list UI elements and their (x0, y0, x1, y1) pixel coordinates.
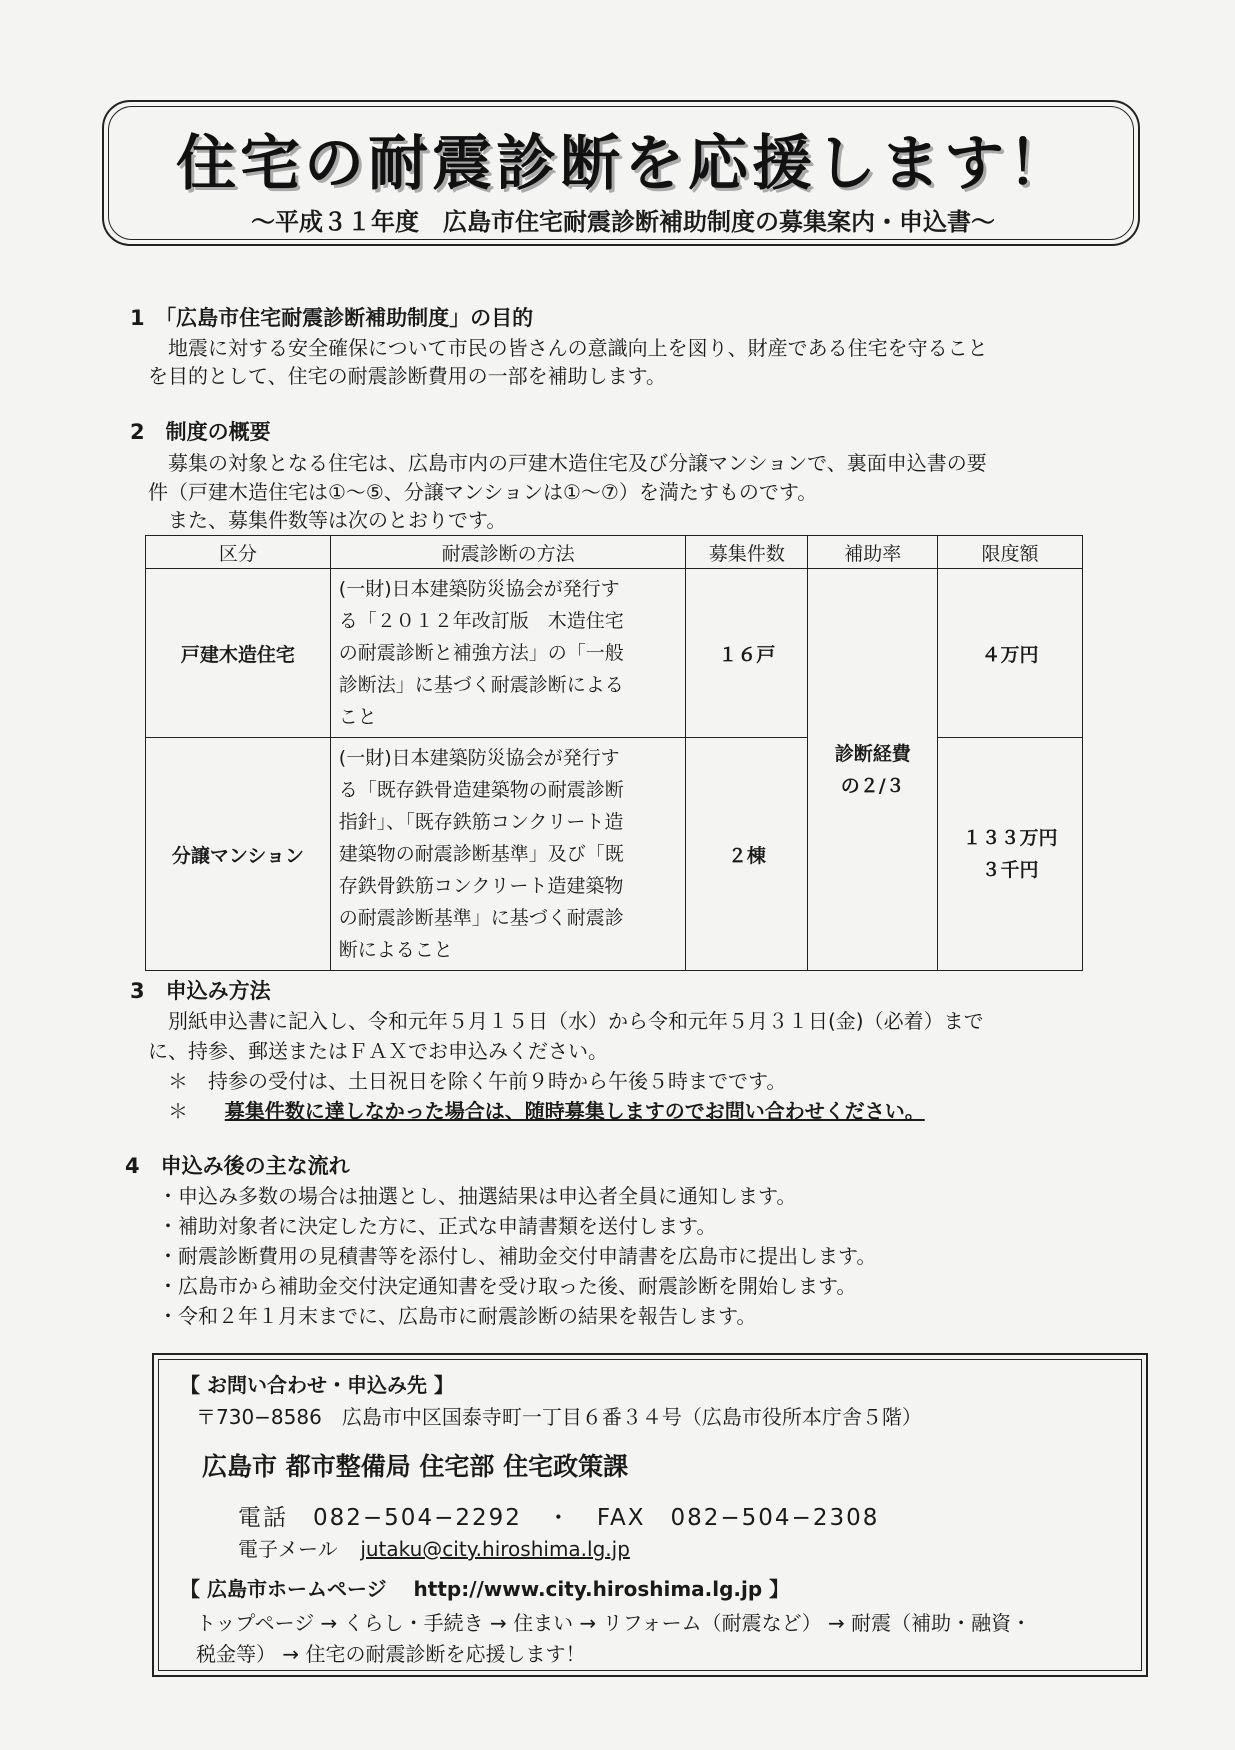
row2-limit (938, 738, 1083, 971)
row2-count: ２棟 (686, 738, 808, 971)
flow-item: ・令和２年１月末までに、広島市に耐震診断の結果を報告します。 (158, 1304, 757, 1328)
page-title: 住宅の耐震診断を応援します！ (176, 129, 1072, 199)
subsidy-rate-line: の２/３ (840, 774, 905, 797)
table-header-method: 耐震診断の方法 (330, 536, 686, 569)
contact-address: 〒730−8586 広島市中区国泰寺町一丁目６番３４号（広島市役所本庁舎５階） (196, 1405, 922, 1429)
recruitment-table (145, 535, 1083, 971)
section3-line1: 別紙申込書に記入し、令和元年５月１５日（水）から令和元年５月３１日(金)（必着）まで (168, 1009, 984, 1033)
row1-type: 戸建木造住宅 (146, 569, 331, 738)
section3-heading: 3 申込み方法 (130, 979, 271, 1003)
note-asterisk: ＊ (168, 1099, 188, 1123)
section3-note1: ＊ 持参の受付は、土日祝日を除く午前９時から午後５時までです。 (168, 1069, 787, 1093)
table-header-type: 区分 (146, 536, 331, 569)
subsidy-rate-line: 診断経費 (834, 742, 911, 765)
section2-line2: 件（戸建木造住宅は①～⑤、分譲マンションは①～⑦）を満たすものです。 (148, 480, 818, 504)
row1-method (330, 569, 686, 738)
row1-method-line: る「２０１２年改訂版 木造住宅 (338, 610, 624, 632)
flow-item: ・申込み多数の場合は抽選とし、抽選結果は申込者全員に通知します。 (158, 1184, 797, 1208)
row2-method-line: 建築物の耐震診断基準」及び「既 (338, 843, 624, 865)
table-header-rate: 補助率 (808, 536, 938, 569)
section3-line2: に、持参、郵送またはＦＡＸでお申込みください。 (148, 1039, 608, 1063)
table-header-row (146, 536, 1083, 569)
contact-email-row (238, 1533, 630, 1562)
contact-department: 広島市 都市整備局 住宅部 住宅政策課 (202, 1452, 629, 1481)
table-header-limit: 限度額 (938, 536, 1083, 569)
row2-method-line: る「既存鉄骨造建築物の耐震診断 (338, 779, 624, 801)
row2-method (330, 738, 686, 971)
row2-type: 分譲マンション (146, 738, 331, 971)
subsidy-rate (808, 569, 938, 971)
flow-item: ・補助対象者に決定した方に、正式な申請書類を送付します。 (158, 1214, 717, 1238)
contact-phone: 電話 082−504−2292 ・ FAX 082−504−2308 (238, 1505, 880, 1531)
row1-method-line: (一財)日本建築防災協会が発行す (338, 578, 620, 600)
nav-path-line2: 税金等） → 住宅の耐震診断を応援します！ (196, 1642, 586, 1666)
row1-method-line: 診断法」に基づく耐震診断による (338, 674, 624, 696)
row2-method-line: (一財)日本建築防災協会が発行す (338, 747, 620, 769)
row1-count: １６戸 (686, 569, 808, 738)
section2-heading: 2 制度の概要 (130, 420, 271, 444)
row2-method-line: 存鉄骨鉄筋コンクリート造建築物 (338, 875, 624, 897)
email-label: 電子メール (238, 1537, 338, 1561)
title-box (102, 100, 1140, 246)
section2-line1: 募集の対象となる住宅は、広島市内の戸建木造住宅及び分譲マンションで、裏面申込書の要 (168, 451, 987, 475)
row1-limit: ４万円 (938, 569, 1083, 738)
section1-heading: 1 「広島市住宅耐震診断補助制度」の目的 (130, 306, 534, 330)
note-emphasis: 募集件数に達しなかった場合は、随時募集しますのでお問い合わせください。 (224, 1099, 925, 1123)
table-row (146, 738, 1083, 971)
section4-heading: 4 申込み後の主な流れ (125, 1154, 350, 1178)
row2-limit-line: ３千円 (981, 859, 1039, 881)
contact-heading: 【 お問い合わせ・申込み先 】 (180, 1373, 454, 1397)
row2-method-line: 指針」、「既存鉄筋コンクリート造 (338, 811, 624, 833)
row2-method-line: の耐震診断基準」に基づく耐震診 (338, 907, 624, 929)
homepage-line[interactable]: 【 広島市ホームページ http://www.city.hiroshima.lg.jp 】 (180, 1577, 790, 1601)
section1-line2: を目的として、住宅の耐震診断費用の一部を補助します。 (148, 364, 666, 388)
table-header-count: 募集件数 (686, 536, 808, 569)
row1-method-line: の耐震診断と補強方法」の「一般 (338, 642, 624, 664)
row1-method-line: こと (338, 706, 377, 728)
nav-path-line1: トップページ → くらし・手続き → 住まい → リフォーム（耐震など） → 耐震（補助・融資・ (196, 1611, 1032, 1635)
page-subtitle: ～平成３１年度 広島市住宅耐震診断補助制度の募集案内・申込書～ (251, 208, 995, 236)
section3-note2 (168, 1096, 925, 1126)
row2-limit-line: １３３万円 (962, 827, 1058, 849)
contact-box (152, 1353, 1148, 1677)
flow-item: ・耐震診断費用の見積書等を添付し、補助金交付申請書を広島市に提出します。 (158, 1244, 877, 1268)
flow-item: ・広島市から補助金交付決定通知書を受け取った後、耐震診断を開始します。 (158, 1274, 857, 1298)
table-row (146, 569, 1083, 738)
row2-method-line: 断によること (338, 939, 453, 961)
section2-line3: また、募集件数等は次のとおりです。 (168, 508, 507, 532)
section1-line1: 地震に対する安全確保について市民の皆さんの意識向上を図り、財産である住宅を守ること (168, 336, 988, 360)
email-link[interactable]: jutaku@city.hiroshima.lg.jp (360, 1537, 630, 1561)
